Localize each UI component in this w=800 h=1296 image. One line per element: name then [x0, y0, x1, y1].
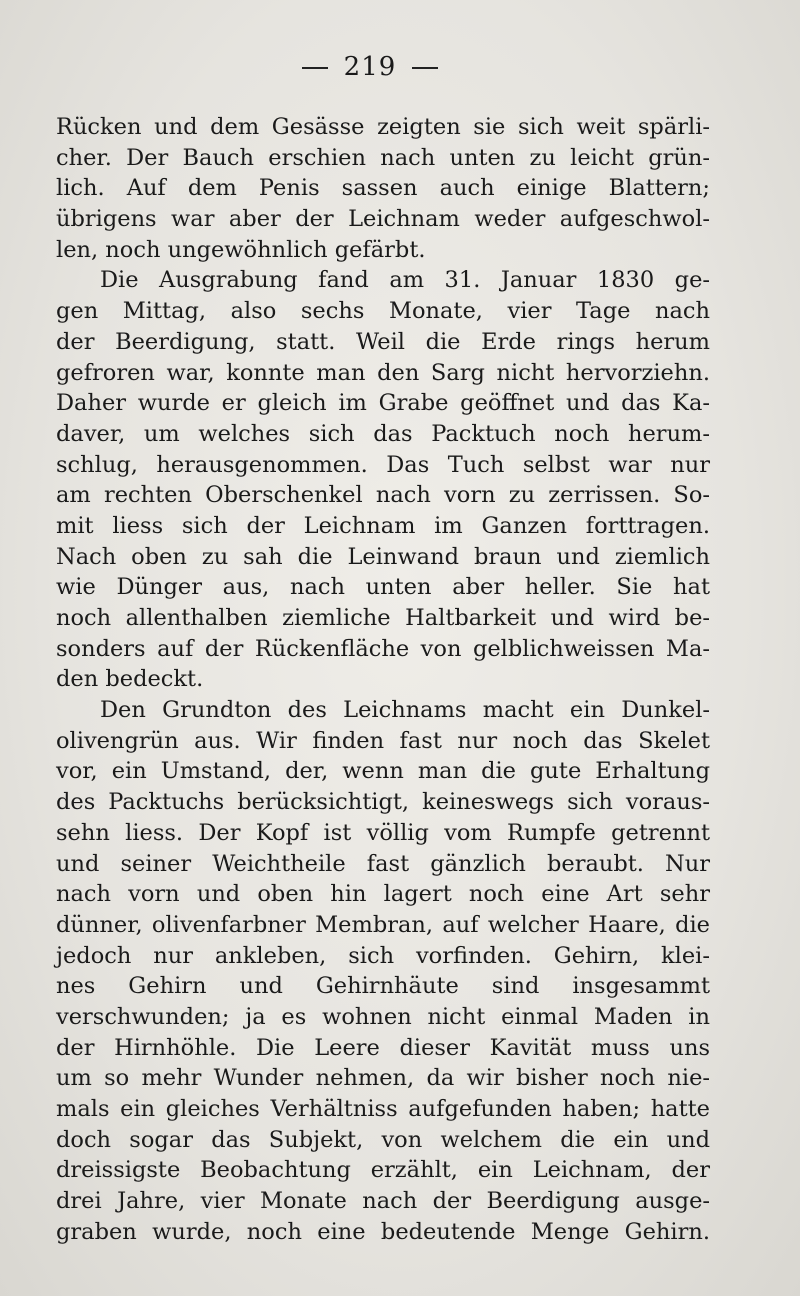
text-line: mals ein gleiches Verhältniss aufgefunden haben; hatte — [56, 1096, 710, 1122]
text-line: sehn liess. Der Kopf ist völlig vom Rumpfe getrennt — [56, 819, 710, 846]
text-line: daver, um welches sich das Packtuch noch herum- — [56, 420, 710, 447]
text-line: wie Dünger aus, nach unten aber heller. Sie hat — [56, 574, 710, 601]
text-line: den bedeckt. — [56, 666, 204, 693]
text-line: dreissigste Beobachtung erzählt, ein Leichnam, der — [56, 1157, 710, 1184]
text-line: lich. Auf dem Penis sassen auch einige Blattern; — [56, 175, 710, 202]
text-line: Rücken und dem Gesässe zeigten sie sich weit spärli- — [56, 114, 710, 140]
text-line: gefroren war, konnte man den Sarg nicht hervorziehn. — [56, 359, 710, 386]
text-line: nach vorn und oben hin lagert noch eine Art sehr — [56, 881, 710, 908]
text-line: Die Ausgrabung fand am 31. Januar 1830 ge- — [100, 267, 710, 294]
text-line: um so mehr Wunder nehmen, da wir bisher noch nie- — [56, 1065, 710, 1092]
text-line: mit liess sich der Leichnam im Ganzen forttragen. — [56, 512, 710, 539]
text-line: cher. Der Bauch erschien nach unten zu leicht grün- — [56, 144, 710, 171]
text-line: sonders auf der Rückenfläche von gelblichweissen Ma- — [56, 635, 710, 662]
text-line: der Beerdigung, statt. Weil die Erde rings herum — [56, 328, 710, 355]
text-line: drei Jahre, vier Monate nach der Beerdigung ausge- — [56, 1188, 710, 1215]
text-line: jedoch nur ankleben, sich vorfinden. Gehirn, klei- — [56, 942, 710, 969]
text-line: vor, ein Umstand, der, wenn man die gute Erhaltung — [56, 758, 710, 785]
text-line: übrigens war aber der Leichnam weder aufgeschwol- — [56, 206, 710, 233]
text-line: Nach oben zu sah die Leinwand braun und ziemlich — [56, 543, 710, 570]
page-number-header — [0, 52, 740, 82]
text-line: nes Gehirn und Gehirnhäute sind insgesammt — [56, 973, 710, 1000]
text-line: doch sogar das Subjekt, von welchem die ein und — [56, 1126, 710, 1153]
text-line: dünner, olivenfarbner Membran, auf welcher Haare, die — [56, 911, 710, 938]
text-line: schlug, herausgenommen. Das Tuch selbst war nur — [56, 451, 710, 478]
text-line: und seiner Weichtheile fast gänzlich beraubt. Nur — [56, 850, 710, 877]
text-line: noch allenthalben ziemliche Haltbarkeit und wird be- — [56, 605, 710, 631]
text-line: der Hirnhöhle. Die Leere dieser Kavität muss uns — [56, 1034, 710, 1061]
text-line: des Packtuchs berücksichtigt, keineswegs sich voraus- — [56, 789, 710, 816]
text-line: gen Mittag, also sechs Monate, vier Tage nach — [56, 298, 710, 325]
text-line: Daher wurde er gleich im Grabe geöffnet und das Ka- — [56, 390, 710, 417]
text-line: len, noch ungewöhnlich gefärbt. — [56, 236, 426, 263]
left-dash — [302, 67, 328, 69]
text-line: verschwunden; ja es wohnen nicht einmal Maden in — [56, 1003, 710, 1030]
text-line: am rechten Oberschenkel nach vorn zu zerrissen. So- — [56, 482, 710, 509]
right-dash — [412, 67, 438, 69]
body-text — [56, 112, 710, 1247]
text-line: Den Grundton des Leichnams macht ein Dunkel- — [100, 697, 710, 724]
text-line: graben wurde, noch eine bedeutende Menge Gehirn. — [56, 1218, 710, 1245]
text-line: olivengrün aus. Wir finden fast nur noch das Skelet — [56, 727, 710, 754]
page-number: 219 — [343, 52, 397, 82]
